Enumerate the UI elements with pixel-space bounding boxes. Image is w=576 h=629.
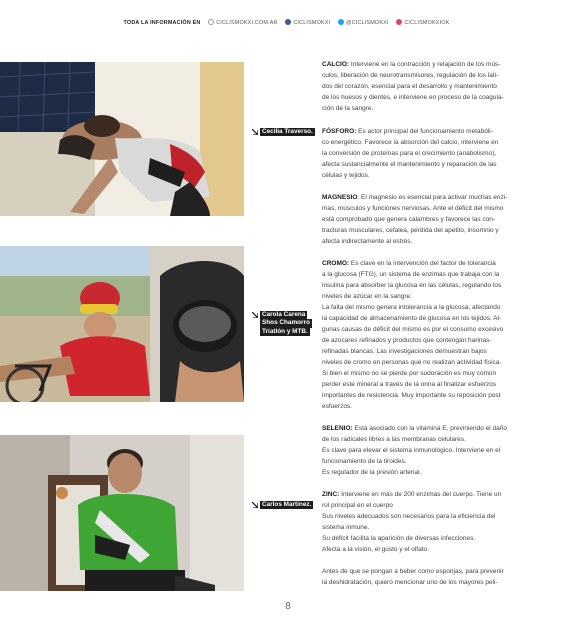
term-selenio: SELENIO: [322, 425, 353, 432]
twitter-link[interactable]: @CICLISMOKXI [338, 20, 389, 26]
website-link[interactable]: CICLISMOKXI.COM.AR [208, 20, 277, 26]
caption-name-line: Carola Carena [262, 311, 306, 318]
photo-cecilia-traverso [0, 62, 244, 216]
caption-name: Cecilia Traverso. [262, 128, 313, 135]
caption-name-line: Shos Chamorro [262, 319, 310, 327]
paragraph-zinc: ZINC: Interviene en más de 200 enzimas del cuerpo. Tiene un rol principal en el cuerpo Sus niveles adecuados son necesarios para la eficiencia del sistema inmune. Su déficit facilita la aparición de diversas infecciones. Afecta a la visión, el gusto y el olfato. [322, 491, 502, 553]
globe-icon [208, 19, 214, 25]
photo-carola-carena [0, 246, 244, 402]
arrow-icon [252, 502, 258, 508]
term-cromo: CROMO: [322, 260, 350, 267]
caption-carola [252, 311, 312, 336]
arrow-icon [252, 312, 258, 318]
paragraph-fosforo: FÓSFORO: Es actor principal del funcionamiento metabóli- co energético. Favorece la absorción del calcio, interviene en la conversión de proteínas para el crecimiento (anabolismo), afecta sustancialmente el mantenimiento y reparación de las células y tejidos. [322, 128, 499, 179]
instagram-link[interactable]: CICLISMOKXIOK [396, 20, 449, 26]
paragraph-cromo: CROMO: Es clave en la intervención del factor de tolerancia a la glucosa (FTG), un sistema de enzimas que trabaja con la insulina para absorber la glucosa en las células, regulando los niveles de azúcar en la sangre. La falta del mismo genera intolerancia a la glucosa, afectando la capacidad de almacenamiento de glucosa en los tejidos. Al- gunas causas de déficit del mismo es por el consumo excesivo de azúcares refinados y productos que contengan harinas- refinadas blancas. Las investigaciones demuestran bajos niveles de cromo en personas que no realizan actividad física. Si bien el mismo no se pierde por sudoración es muy común perder este mineral a través de la orina al finalizar esfuerzos importantes de resistencia. Muy importante su reposición post esfuerzos. [322, 260, 504, 410]
page-number: 8 [285, 601, 291, 612]
paragraph-closing: Antes de que se pongan a beber como esponjas, para prevenir la deshidratación, quiero mencionar uno de los mayores peli- [322, 568, 504, 586]
facebook-link[interactable]: CICLISMOKXI [285, 20, 330, 26]
paragraph-magnesio: MAGNESIO: El magnesio es esencial para activar muchas enzi- mas, músculos y funciones nerviosas. Ante el déficit del mismo está comprobado que genera calambres y favorece las con- tracturas musculares, cefalea, pérdida del apetito, insomnio y afecta indirectamente al estrés. [322, 194, 508, 245]
facebook-icon [285, 19, 291, 25]
header-lead: TODA LA INFORMACIÓN EN [123, 20, 201, 26]
page-header [0, 19, 576, 26]
term-fosforo: FÓSFORO: [322, 128, 357, 135]
term-zinc: ZINC: [322, 491, 340, 498]
photo-carlos-martinez [0, 435, 244, 591]
twitter-icon [338, 19, 344, 25]
arrow-icon [252, 129, 258, 135]
caption-cecilia [252, 128, 315, 136]
paragraph-selenio: SELENIO: Está asociado con la vitamina E, previniendo el daño de los radicales libres a las membranas celulares. Es clave para elevar el sistema inmunológico. Interviene en el funcionamiento de la tiroides. Es regulador de la presión arterial. [322, 425, 507, 476]
term-calcio: CALCIO: [322, 61, 350, 68]
caption-name: Carlos Martinez. [262, 501, 312, 508]
term-magnesio: MAGNESIO [322, 194, 358, 201]
paragraph-calcio: CALCIO: Interviene en la contracción y relajación de los mús- culos, liberación de neurotransmisores, regulación de los lati- dos del corazón, esencial para el desarrollo y mantenimiento de los huesos y dientes, e interviene en proceso de la coagula- ción de la sangre. [322, 61, 504, 112]
caption-discipline: Triatlón y MTB. [262, 327, 308, 335]
instagram-icon [396, 19, 402, 25]
caption-carlos [252, 501, 313, 509]
